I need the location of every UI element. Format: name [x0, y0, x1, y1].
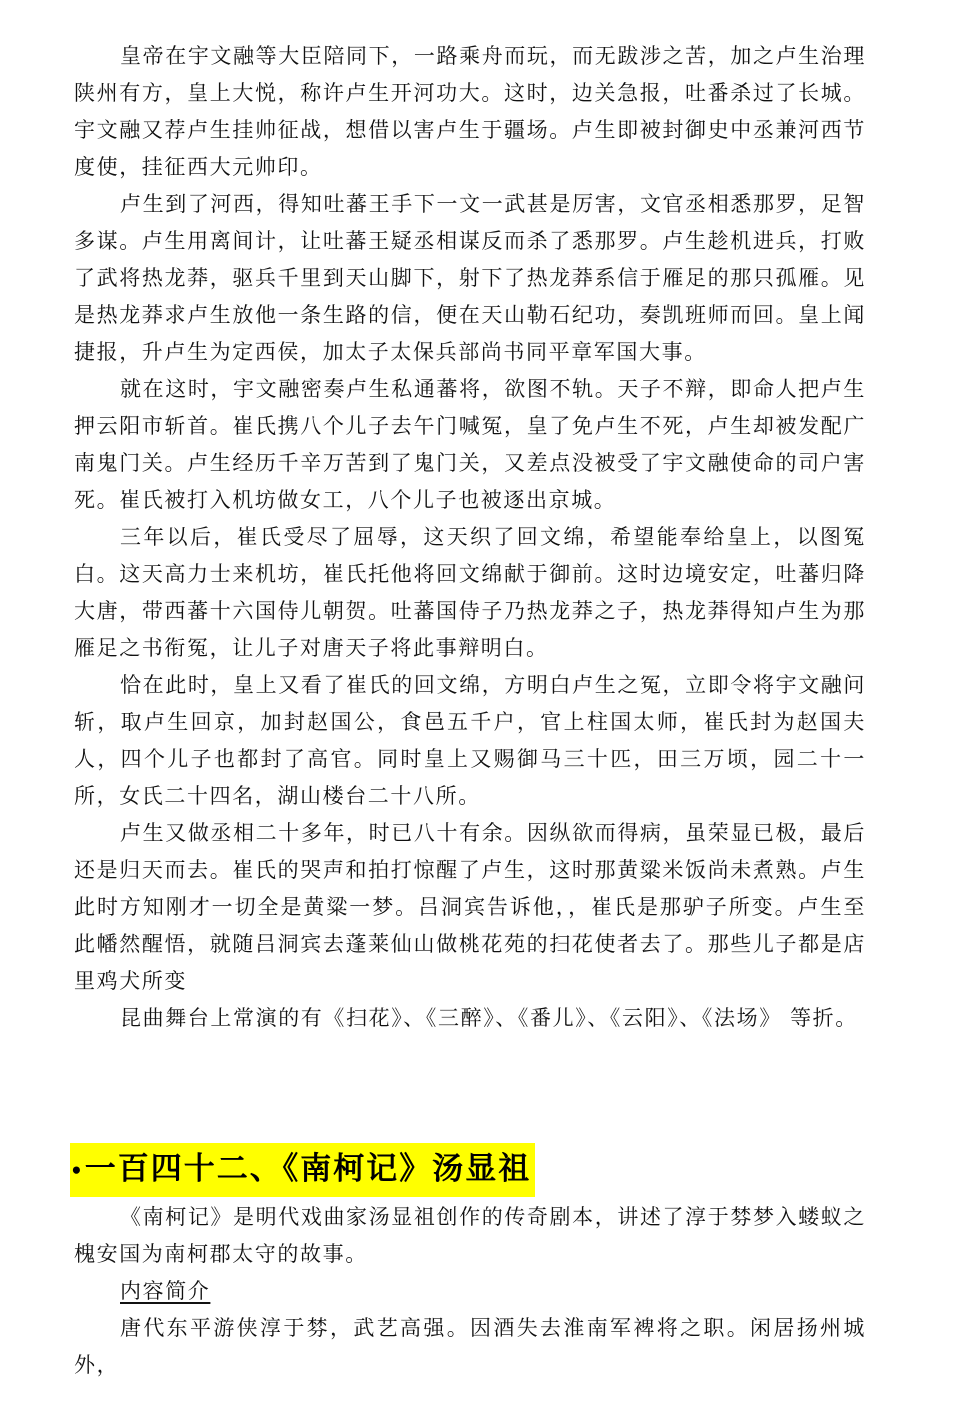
section-body: 唐代东平游侠淳于棼，武艺高强。因酒失去淮南军裨将之职。闲居扬州城外， — [74, 1315, 866, 1377]
document-page — [70, 38, 866, 1384]
paragraph: 卢生又做丞相二十多年，时已八十有余。因纵欲而得病，虽荣显已极，最后还是归天而去。崔氏的哭声和拍打惊醒了卢生，这时那黄粱米饭尚未煮熟。卢生此时方知刚才一切全是黄粱一梦。吕洞宾告诉他，，崔氏是那驴子所变。卢生至此幡然醒悟，就随吕洞宾去蓬莱仙山做桃花苑的扫花使者去了。那些儿子都是店里鸡犬所变 — [74, 821, 866, 993]
subheading — [74, 1273, 866, 1310]
paragraph: 三年以后，崔氏受尽了屈辱，这天织了回文绵，希望能奉给皇上，以图冤白。这天高力士来机坊，崔氏托他将回文绵献于御前。这时边境安定，吐蕃归降大唐，带西蕃十六国侍儿朝贺。吐蕃国侍子乃热龙莽之子，热龙莽得知卢生为那雁足之书衔冤，让儿子对唐天子将此事辩明白。 — [74, 525, 866, 660]
paragraph: 就在这时，宇文融密奏卢生私通蕃将，欲图不轨。天子不辩，即命人把卢生押云阳市斩首。崔氏携八个儿子去午门喊冤，皇了免卢生不死，卢生却被发配广南鬼门关。卢生经历千辛万苦到了鬼门关，又差点没被受了宇文融使命的司户害死。崔氏被打入机坊做女工，八个儿子也被逐出京城。 — [74, 377, 866, 512]
paragraph: 恰在此时，皇上又看了崔氏的回文绵，方明白卢生之冤，立即令将宇文融问斩，取卢生回京，加封赵国公，食邑五千户，官上柱国太师，崔氏封为赵国夫人，四个儿子也都封了高官。同时皇上又赐御马三十匹，田三万顷，园二十一所，女氏二十四名，湖山楼台二十八所。 — [74, 673, 866, 808]
section-gap — [74, 1037, 866, 1143]
section-intro: 《南柯记》是明代戏曲家汤显祖创作的传奇剧本，讲述了淳于棼梦入蝼蚁之槐安国为南柯郡太守的故事。 — [74, 1204, 866, 1266]
section-title: 一百四十二、《南柯记》汤显祖 — [84, 1151, 532, 1187]
paragraph: 卢生到了河西，得知吐蕃王手下一文一武甚是厉害，文官丞相悉那罗，足智多谋。卢生用离间计，让吐蕃王疑丞相谋反而杀了悉那罗。卢生趁机进兵，打败了武将热龙莽，驱兵千里到天山脚下，射下了热龙莽系信于雁足的那只孤雁。见是热龙莽求卢生放他一条生路的信，便在天山勒石纪功，奏凯班师而回。皇上闻捷报，升卢生为定西侯，加太子太保兵部尚书同平章军国大事。 — [74, 192, 866, 364]
highlighted-heading — [70, 1143, 535, 1197]
paragraph: 昆曲舞台上常演的有《扫花》、《三醉》、《番儿》、《云阳》、《法场》 等折。 — [120, 1006, 858, 1030]
subheading-text: 内容简介 — [120, 1278, 211, 1303]
bullet-icon: • — [70, 1158, 85, 1183]
section-heading — [70, 1143, 866, 1197]
paragraph: 皇帝在宇文融等大臣陪同下，一路乘舟而玩，而无跋涉之苦，加之卢生治理陕州有方，皇上大悦，称许卢生开河功大。这时，边关急报，吐番杀过了长城。宇文融又荐卢生挂帅征战，想借以害卢生于疆场。卢生即被封御史中丞兼河西节度使，挂征西大元帅印。 — [74, 44, 866, 179]
